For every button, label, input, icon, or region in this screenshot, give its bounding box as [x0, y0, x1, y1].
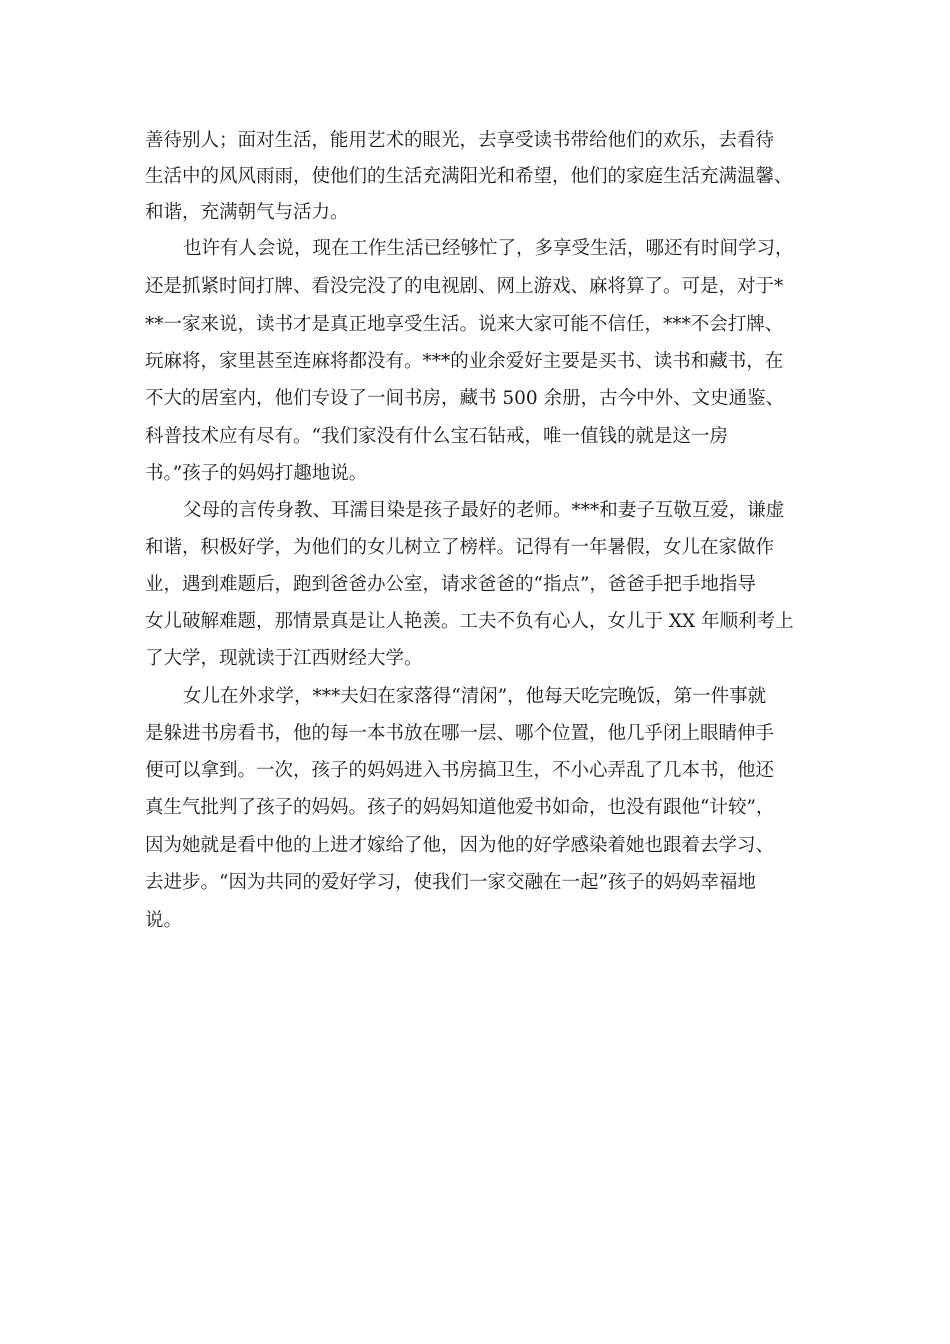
- text-line-content: 科普技术应有尽有。“我们家没有什么宝石钻戒，唯一值钱的就是这一房: [145, 426, 728, 447]
- text-line-content: 父母的言传身教、耳濡目染是孩子最好的老师。***和妻子互敬互爱，谦虚: [183, 500, 785, 521]
- text-line: [0, 531, 950, 565]
- text-line: [0, 345, 950, 379]
- text-line: [0, 829, 950, 863]
- text-line-content: **一家来说，读书才是真正地享受生活。说来大家可能不信任，***不会打牌、: [145, 314, 784, 335]
- text-line: [0, 196, 950, 230]
- text-line: [0, 904, 950, 938]
- text-line-content: 是躲进书房看书，他的每一本书放在哪一层、哪个位置，他几乎闭上眼睛伸手: [145, 723, 775, 744]
- text-line: [0, 791, 950, 825]
- text-line-content: 善待别人；面对生活，能用艺术的眼光，去享受读书带给他们的欢乐，去看待: [145, 130, 775, 151]
- text-line-content: 和谐，积极好学，为他们的女儿树立了榜样。记得有一年暑假，女儿在家做作: [145, 537, 775, 558]
- text-line-content: 说。: [145, 910, 183, 931]
- text-line: [0, 457, 950, 491]
- text-line-content: 去进步。“因为共同的爱好学习，使我们一家交融在一起”孩子的妈妈幸福地: [145, 872, 756, 893]
- text-line: [0, 232, 950, 266]
- text-line: [0, 270, 950, 304]
- text-line-content: 还是抓紧时间打牌、看没完没了的电视剧、网上游戏、麻将算了。可是，对于*: [145, 276, 784, 297]
- text-line-content: 生活中的风风雨雨，使他们的生活充满阳光和希望，他们的家庭生活充满温馨、: [145, 166, 793, 187]
- text-line-content: 真生气批判了孩子的妈妈。孩子的妈妈知道他爱书如命，也没有跟他“计较”，: [145, 797, 775, 818]
- text-line: [0, 124, 950, 158]
- text-line: [0, 420, 950, 454]
- text-line-content: 也许有人会说，现在工作生活已经够忙了，多享受生活，哪还有时间学习，: [183, 238, 794, 259]
- text-line: [0, 160, 950, 194]
- text-line: [0, 866, 950, 900]
- text-line: [0, 642, 950, 676]
- text-line: [0, 717, 950, 751]
- text-line: [0, 494, 950, 528]
- text-line: [0, 308, 950, 342]
- text-line: [0, 605, 950, 639]
- text-line: [0, 382, 950, 416]
- text-line-content: 女儿破解难题，那情景真是让人艳羡。工夫不负有心人，女儿于 XX 年顺利考上: [145, 611, 794, 632]
- text-line: [0, 680, 950, 714]
- text-line-content: 和谐，充满朝气与活力。: [145, 202, 349, 223]
- text-line: [0, 754, 950, 788]
- text-line-content: 不大的居室内，他们专设了一间书房，藏书 500 余册，古今中外、文史通鉴、: [145, 388, 785, 409]
- text-line-content: 因为她就是看中他的上进才嫁给了他，因为他的好学感染着她也跟着去学习、: [145, 835, 775, 856]
- text-line-content: 书。”孩子的妈妈打趣地说。: [145, 463, 368, 484]
- text-line-content: 了大学，现就读于江西财经大学。: [145, 648, 423, 669]
- text-line-content: 便可以拿到。一次，孩子的妈妈进入书房搞卫生，不小心弄乱了几本书，他还: [145, 760, 775, 781]
- text-line: [0, 568, 950, 602]
- text-line-content: 女儿在外求学，***夫妇在家落得“清闲”，他每天吃完晚饭，第一件事就: [183, 686, 767, 707]
- text-line-content: 业，遇到难题后，跑到爸爸办公室，请求爸爸的“指点”，爸爸手把手地指导: [145, 574, 756, 595]
- text-line-content: 玩麻将，家里甚至连麻将都没有。***的业余爱好主要是买书、读书和藏书，在: [145, 351, 784, 372]
